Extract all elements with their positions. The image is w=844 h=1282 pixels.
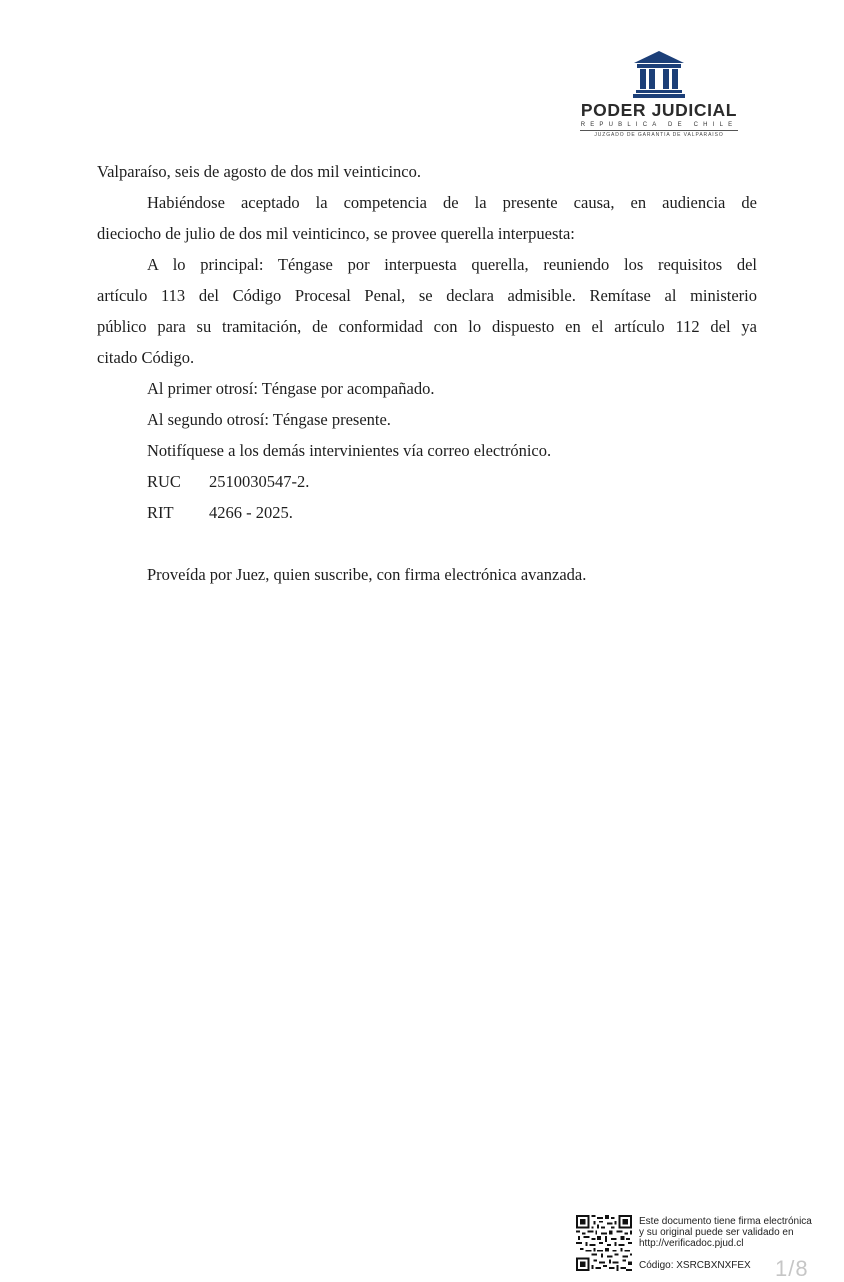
- rit-label: RIT: [147, 503, 174, 522]
- qr-code-icon: [576, 1215, 632, 1271]
- logo-divider: [580, 130, 738, 131]
- paragraph-competencia-line-1: Habiéndose aceptado la competencia de la presente causa, en audiencia de: [147, 193, 757, 212]
- verification-code: Código: XSRCBXNXFEX: [639, 1260, 751, 1271]
- paragraph-principal-line-3: público para su tramitación, de conformidad con lo dispuesto en el artículo 112 del ya: [97, 317, 757, 336]
- paragraph-principal-line-1: A lo principal: Téngase por interpuesta querella, reuniendo los requisitos del: [147, 255, 757, 274]
- logo-subtitle: REPUBLICA DE CHILE: [580, 122, 738, 128]
- paragraph-principal-line-4: citado Código.: [97, 348, 195, 367]
- ruc-value: 2510030547-2.: [209, 472, 310, 491]
- logo-name: PODER JUDICIAL: [580, 100, 738, 120]
- verify-url[interactable]: http://verificadoc.pjud.cl: [639, 1238, 744, 1249]
- courthouse-columns-icon: [632, 50, 686, 98]
- poder-judicial-logo: [576, 50, 742, 142]
- verify-text-line-2: y su original puede ser validado en: [639, 1227, 794, 1238]
- date-line: Valparaíso, seis de agosto de dos mil veinticinco.: [97, 162, 421, 181]
- ruc-label: RUC: [147, 472, 181, 491]
- paragraph-competencia-line-2: dieciocho de julio de dos mil veinticinco, se provee querella interpuesta:: [97, 224, 575, 243]
- rit-row: [147, 497, 807, 528]
- signature-line: Proveída por Juez, quien suscribe, con firma electrónica avanzada.: [147, 565, 587, 584]
- primer-otrosi: Al primer otrosí: Téngase por acompañado.: [147, 379, 435, 398]
- page-number: 1/8: [775, 1256, 809, 1281]
- logo-court-name: JUZGADO DE GARANTIA DE VALPARAISO: [594, 132, 724, 138]
- verify-text-line-1: Este documento tiene firma electrónica: [639, 1216, 812, 1227]
- ruc-row: [147, 466, 807, 497]
- segundo-otrosi: Al segundo otrosí: Téngase presente.: [147, 410, 391, 429]
- rit-value: 4266 - 2025.: [209, 503, 293, 522]
- paragraph-principal-line-2: artículo 113 del Código Procesal Penal, se declara admisible. Remítase al ministerio: [97, 286, 757, 305]
- notification-line: Notifíquese a los demás intervinientes vía correo electrónico.: [147, 441, 552, 460]
